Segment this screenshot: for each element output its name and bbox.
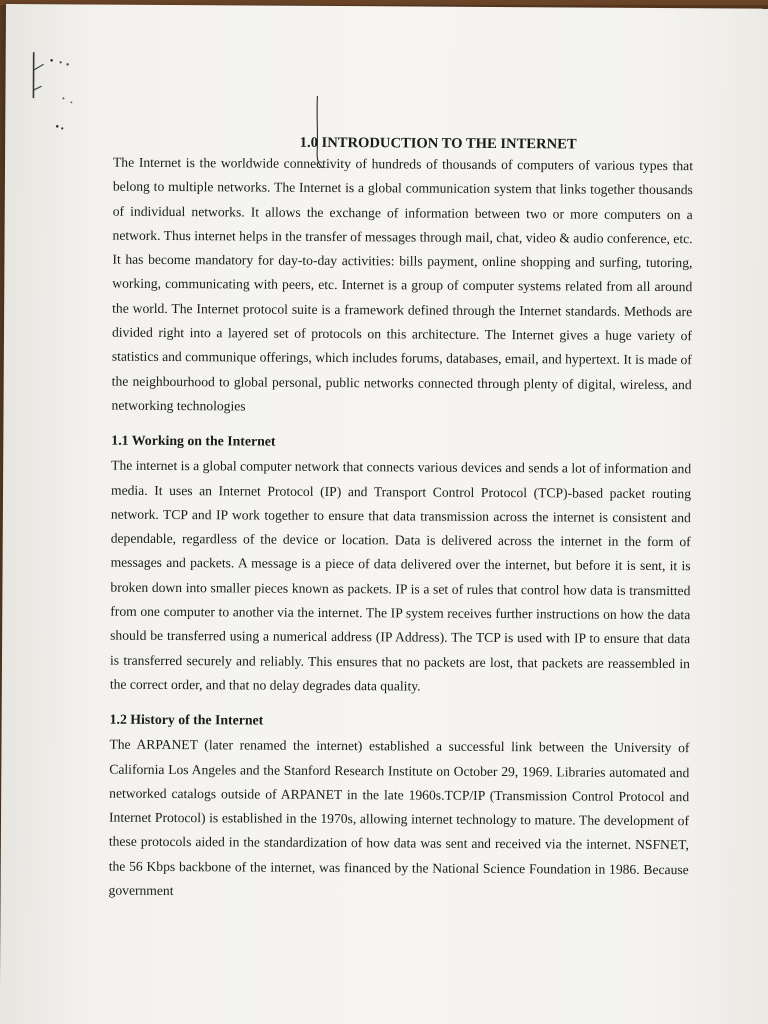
section-body-history: The ARPANET (later renamed the internet) established a successful link between the University of California Los Angeles and the Stanford Research Institute on October 29, 1969. Libraries automated and networked catalogs outside of ARPANET in the late 1960s.TCP/IP (Transmission Control Protocol and Internet Protocol) is established in the 1970s, allowing internet technology to mature. The development of these protocols aided in the standardization of how data was sent and received via the internet. NSFNET, the 56 Kbps backbone of the internet, was financed by the National Science Foundation in 1986. Because government: [108, 736, 690, 899]
page-title: 1.0 INTRODUCTION TO THE INTERNET: [299, 134, 577, 153]
section-heading-working: 1.1 Working on the Internet: [111, 432, 276, 449]
paper-sheet: [0, 4, 768, 1024]
intro-paragraph: The Internet is the worldwide connectivity of hundreds of thousands of computers of various types that belong to multiple networks. The Internet is a global communication system that links together thousands of individual networks. It allows the exchange of information between two or more computers on a network. Thus internet helps in the transfer of messages through mail, chat, video & audio conference, etc. It has become mandatory for day-to-day activities: bills payment, online shopping and surfing, tutoring, working, communicating with peers, etc. Internet is a group of computer systems related from all around the world. The Internet protocol suite is a framework defined through the Internet standards. Methods are divided right into a layered set of protocols on this architecture. The Internet gives a huge variety of statistics and communique offerings, which includes forums, databases, email, and hypertext. It is made of the neighbourhood to global personal, public networks connected through plenty of digital, wireless, and networking technologies: [111, 154, 694, 414]
section-heading-history: 1.2 History of the Internet: [109, 711, 264, 728]
punch-mark-icon: [27, 40, 88, 140]
document-body: [109, 131, 694, 907]
section-body-working: The internet is a global computer network that connects various devices and sends a lot of information and media. It uses an Internet Protocol (IP) and Transport Control Protocol (TCP)-based packet routing network. TCP and IP work together to ensure that data transmission across the internet is consistent and dependable, regardless of the device or location. Data is delivered across the internet in the form of messages and packets. A message is a piece of data delivered over the internet, but before it is sent, it is broken down into smaller pieces known as packets. IP is a set of rules that control how data is transmitted from one computer to another via the internet. The IP system receives further instructions on how the data should be transferred using a numerical address (IP Address). The TCP is used with IP to ensure that data is transferred securely and reliably. This ensures that no packets are lost, that packets are reassembled in the correct order, and that no delay degrades data quality.: [109, 457, 692, 694]
